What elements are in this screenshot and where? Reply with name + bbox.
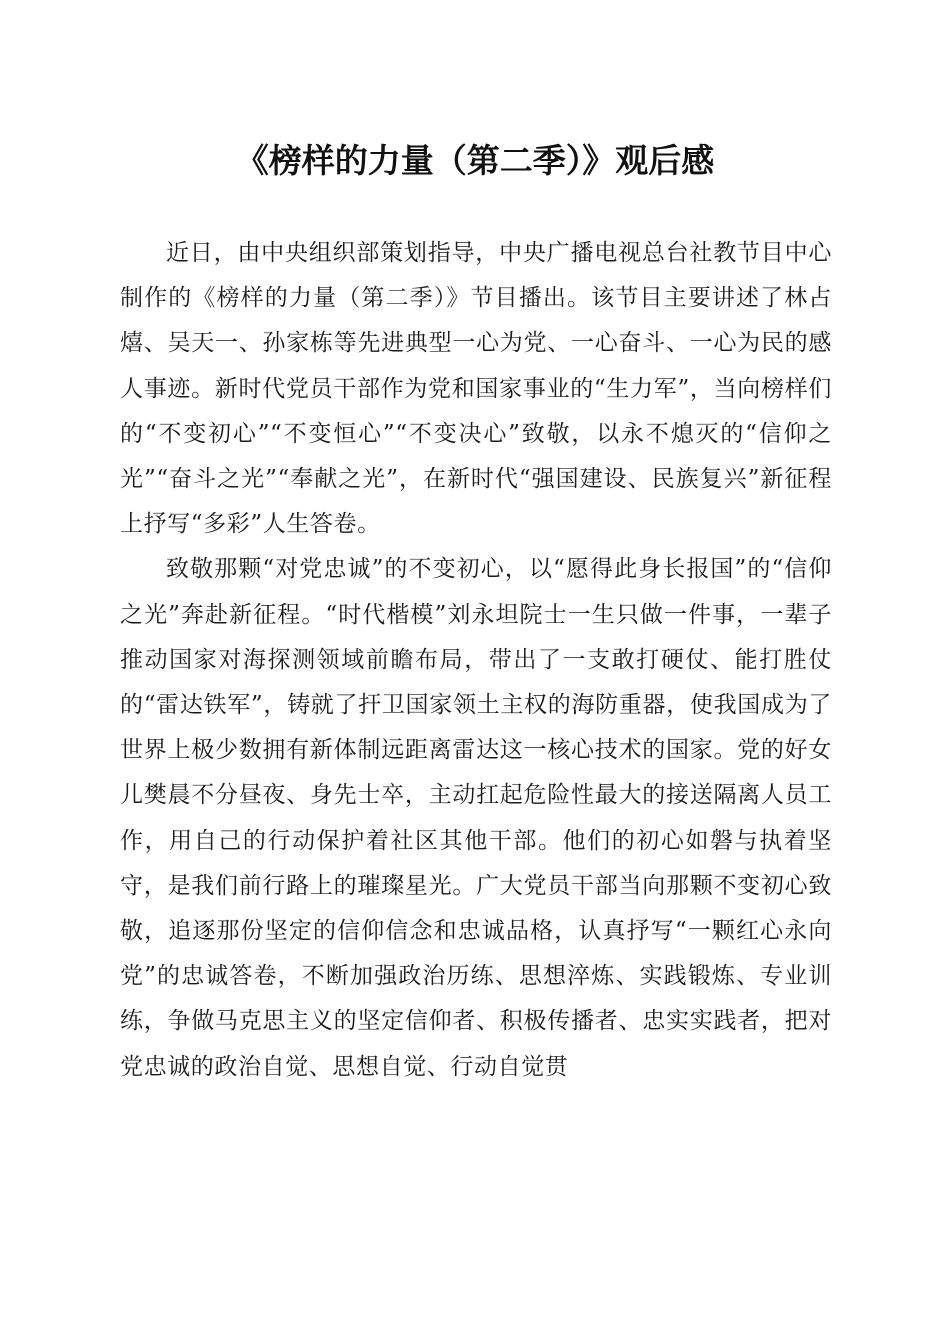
document-body <box>120 231 832 1090</box>
paragraph-loyalty: 致敬那颗“对党忠诚”的不变初心，以“愿得此身长报国”的“信仰之光”奔赴新征程。“时代楷模”刘永坦院士一生只做一件事，一辈子推动国家对海探测领域前瞻布局，带出了一支敢打硬仗、能打胜仗的“雷达铁军”，铸就了扞卫国家领土主权的海防重器，使我国成为了世界上极少数拥有新体制远距离雷达这一核心技术的国家。党的好女儿樊晨不分昼夜、身先士卒，主动扛起危险性最大的接送隔离人员工作，用自己的行动保护着社区其他干部。他们的初心如磐与执着坚守，是我们前行路上的璀璨星光。广大党员干部当向那颗不变初心致敬，追逐那份坚定的信仰信念和忠诚品格，认真抒写“一颗红心永向党”的忠诚答卷，不断加强政治历练、思想淬炼、实践锻炼、专业训练，争做马克思主义的坚定信仰者、积极传播者、忠实实践者，把对党忠诚的政治自觉、思想自觉、行动自觉贯 <box>120 556 832 1080</box>
paragraph-intro: 近日，由中央组织部策划指导，中央广播电视总台社教节目中心制作的《榜样的力量（第二季）》节目播出。该节目主要讲述了林占熺、吴天一、孙家栋等先进典型一心为党、一心奋斗、一心为民的感人事迹。新时代党员干部作为党和国家事业的“生力军”，当向榜样们的“不变初心”“不变恒心”“不变决心”致敬，以永不熄灭的“信仰之光”“奋斗之光”“奉献之光”，在新时代“强国建设、民族复兴”新征程上抒写“多彩”人生答卷。 <box>120 240 832 538</box>
document-title: 《榜样的力量（第二季）》观后感 <box>235 141 715 180</box>
